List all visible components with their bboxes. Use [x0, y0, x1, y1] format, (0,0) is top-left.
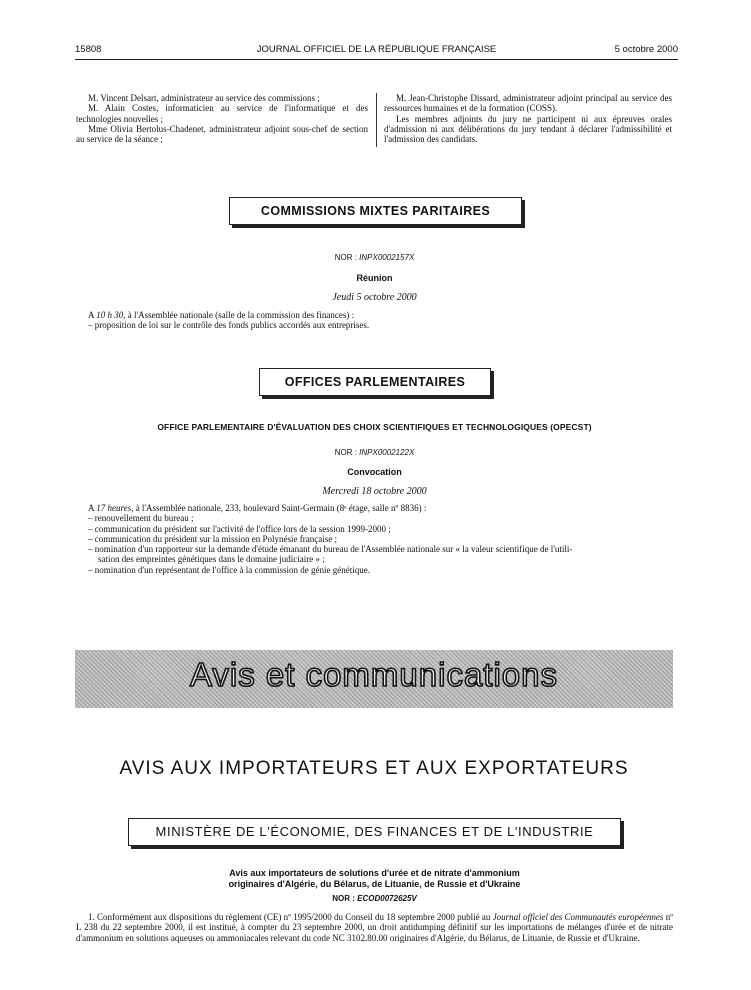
notice-title — [76, 868, 673, 889]
nor-code: ECOD0072625V — [357, 894, 417, 903]
agenda-item: – proposition de loi sur le contrôle des fonds publics accordés aux entreprises. — [88, 320, 370, 331]
meeting-location — [88, 503, 673, 513]
agenda-item: – nomination d'un rapporteur sur la demande d'étude émanant du bureau de l'Assemblée nationale sur « la valeur scientifique de l'utili- — [88, 544, 573, 555]
agenda-item: – communication du président sur la mission en Polynésie française ; — [88, 533, 337, 544]
jury-note: Les membres adjoints du jury ne participent ni aux épreuves orales d'admission ni aux délibérations du jury tendant à déclarer l'admissibilité et l'admission des candidats. — [384, 113, 672, 145]
jury-left-column — [76, 93, 368, 144]
agenda-item: – renouvellement du bureau ; — [88, 513, 194, 524]
nor-code: INPX0002157X — [359, 253, 415, 262]
nor-label: NOR : — [334, 448, 357, 457]
meeting-time: 17 heures, — [96, 503, 134, 513]
nor-reference — [76, 894, 673, 903]
banner-title: Avis et communications — [189, 656, 559, 693]
column-divider — [376, 93, 377, 147]
meeting-time: 10 h 30, — [96, 310, 126, 320]
meeting-date: Jeudi 5 octobre 2000 — [332, 292, 417, 303]
section-heading-offices: OFFICES PARLEMENTAIRES — [259, 368, 491, 396]
meeting-place: à l'Assemblée nationale (salle de la commission des finances) : — [127, 310, 355, 320]
agenda-item: – communication du président sur l'activité de l'office lors de la session 1999-2000 ; — [88, 523, 391, 534]
header-rule — [75, 59, 678, 60]
notice-title-line: originaires d'Algérie, du Bélarus, de Lituanie, de Russie et d'Ukraine — [228, 878, 521, 889]
nor-code: INPX0002122X — [359, 448, 415, 457]
meeting-title: Convocation — [347, 467, 402, 477]
section-heading-commissions: COMMISSIONS MIXTES PARITAIRES — [229, 197, 522, 225]
meeting-location — [88, 310, 673, 320]
agenda-item-continuation: sation des empreintes génétiques dans le domaine judiciaire » ; — [98, 554, 325, 565]
nor-reference — [76, 253, 673, 262]
notice-section-title: AVIS AUX IMPORTATEURS ET AUX EXPORTATEURS — [119, 758, 629, 779]
meeting-place: à l'Assemblée nationale, 233, boulevard Saint-Germain (8ᵉ étage, salle nº 8836) : — [135, 503, 427, 513]
page-number: 15808 — [75, 44, 102, 55]
jury-member: M. Jean-Christophe Dissard, administrateur adjoint principal au service des ressources humaines et de la formation (COSS). — [384, 93, 672, 114]
jury-right-column — [384, 93, 672, 144]
journal-title: JOURNAL OFFICIEL DE LA RÉPUBLIQUE FRANÇAISE — [256, 44, 497, 55]
nor-label: NOR : — [332, 894, 355, 903]
paragraph-text: 1. Conformément aux dispositions du règlement (CE) nº 1995/2000 du Conseil du 18 septembre 2000 publié au — [88, 912, 491, 922]
issue-date: 5 octobre 2000 — [614, 44, 678, 55]
ministry-heading: MINISTÈRE DE L'ÉCONOMIE, DES FINANCES ET DE L'INDUSTRIE — [128, 818, 621, 846]
meeting-title: Réunion — [356, 273, 393, 283]
paragraph-text: nº L 238 du 22 septembre 2000, il est institué, à compter du 23 septembre 2000, un droit antidumping définitif sur les importations de mélanges d'urée et de nitrate d'ammonium en solutions aqueuses ou ammoniacales relevant du code NC 3102.80.00 originaires d'Algérie, du Bélarus, de Lituanie, de Russie et d'Ukraine. — [76, 912, 674, 943]
office-agenda — [88, 503, 673, 575]
section-banner — [75, 650, 673, 708]
office-name: OFFICE PARLEMENTAIRE D'ÉVALUATION DES CHOIX SCIENTIFIQUES ET TECHNOLOGIQUES (OPECST) — [157, 422, 592, 432]
commission-agenda — [88, 310, 673, 331]
meeting-date: Mercredi 18 octobre 2000 — [322, 486, 427, 497]
time-prefix: A — [88, 310, 95, 320]
nor-reference — [76, 448, 673, 457]
agenda-item: – nomination d'un représentant de l'office à la commission de génie génétique. — [88, 564, 370, 575]
jury-member: Mme Olivia Bertolus-Chadenet, administrateur adjoint sous-chef de section au service de la séance ; — [76, 123, 368, 145]
journal-reference: Journal officiel des Communautés européennes — [492, 912, 664, 922]
time-prefix: A — [88, 503, 95, 513]
jury-member: M. Alain Costes, informaticien au service de l'informatique et des technologies nouvelles ; — [76, 103, 368, 124]
notice-paragraph — [76, 912, 673, 943]
jury-member: M. Vincent Delsart, administrateur au service des commissions ; — [88, 93, 320, 103]
page-header — [75, 44, 678, 58]
nor-label: NOR : — [334, 253, 357, 262]
notice-title-line: Avis aux importateurs de solutions d'urée et de nitrate d'ammonium — [229, 868, 520, 878]
